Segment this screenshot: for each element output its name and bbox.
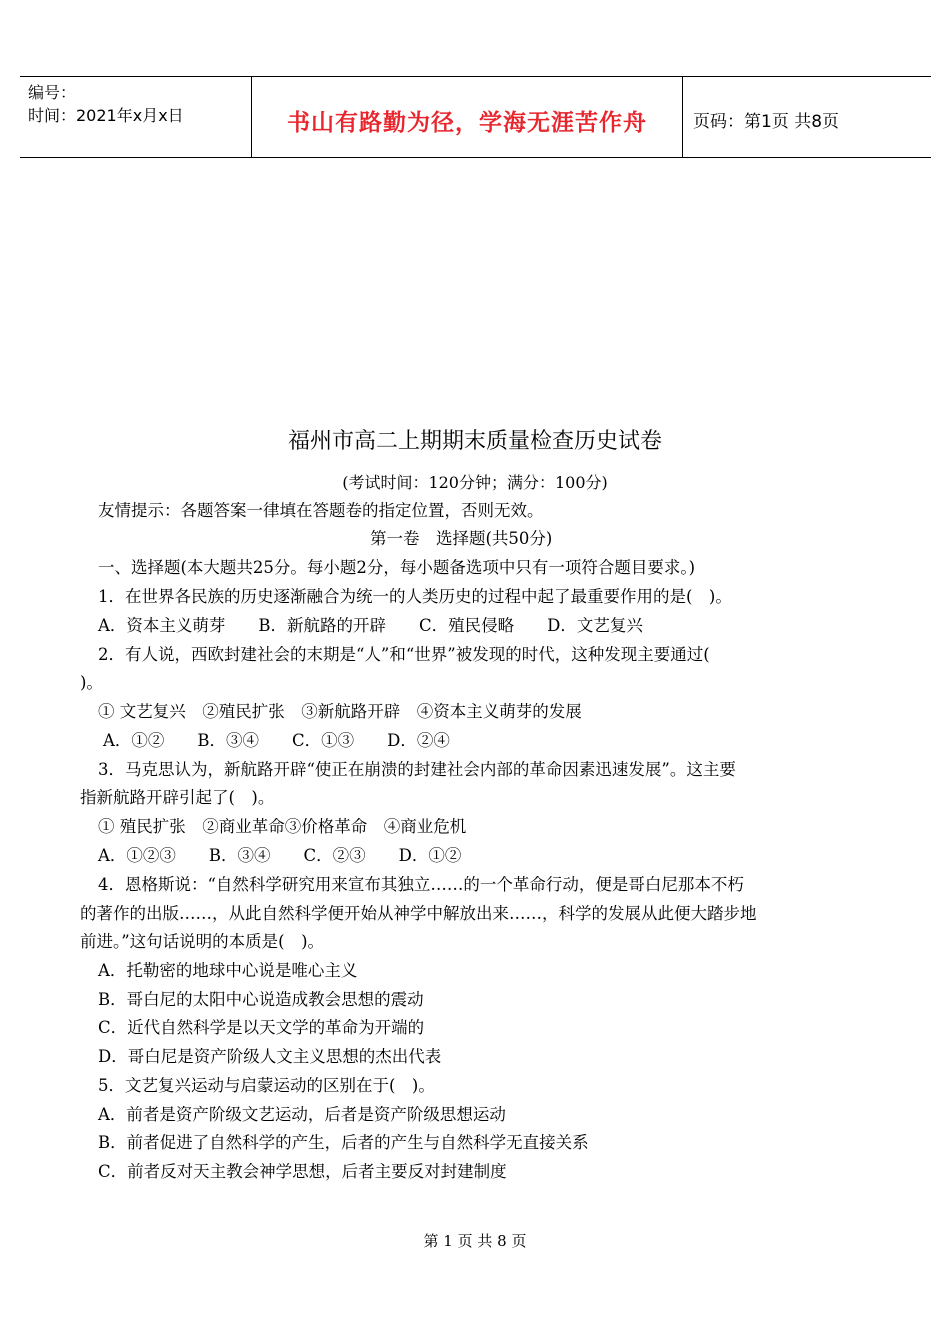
part-heading: 第一卷 选择题(共50分) [370,529,553,548]
exam-subtitle: (考试时间：120分钟；满分：100分) [342,473,608,492]
option-line: B．哥白尼的太阳中心说造成教会思想的震动 [98,990,424,1009]
option-line: A．前者是资产阶级文艺运动，后者是资产阶级思想运动 [98,1105,506,1124]
question-line: 1．在世界各民族的历史逐渐融合为统一的人类历史的过程中起了最重要作用的是( )。 [98,587,732,606]
question-line: )。 [80,673,103,692]
option-line: C．近代自然科学是以天文学的革命为开端的 [98,1018,425,1037]
option-line: B．前者促进了自然科学的产生，后者的产生与自然科学无直接关系 [98,1133,589,1152]
exam-title: 福州市高二上期期末质量检查历史试卷 [287,429,662,454]
section-intro: 一、选择题(本大题共25分。每小题2分，每小题备选项中只有一项符合题目要求。) [98,558,696,577]
header-meta [28,81,184,127]
header-divider [682,77,683,157]
page-info: 页码：第1页 共8页 [693,112,840,132]
question-line: 3．马克思认为，新航路开辟“使正在崩溃的封建社会内部的革命因素迅速发展”。这主要 [98,760,736,779]
options-line: A．①②③ B．③④ C．②③ D．①② [98,846,462,865]
option-line: A．托勒密的地球中心说是唯心主义 [98,961,358,980]
statements-line: ① 殖民扩张 ②商业革命③价格革命 ④商业危机 [98,817,467,836]
options-line: A．资本主义萌芽 B．新航路的开辟 C．殖民侵略 D．文艺复兴 [98,616,643,635]
option-line: D．哥白尼是资产阶级人文主义思想的杰出代表 [98,1047,442,1066]
page-footer: 第 1 页 共 8 页 [423,1232,527,1250]
option-line: C．前者反对天主教会神学思想，后者主要反对封建制度 [98,1162,507,1181]
question-line: 5．文艺复兴运动与启蒙运动的区别在于( )。 [98,1076,435,1095]
motto: 书山有路勤为径，学海无涯苦作舟 [287,110,647,136]
question-line: 2．有人说，西欧封建社会的末期是“人”和“世界”被发现的时代，这种发现主要通过( [98,645,710,664]
statements-line: ① 文艺复兴 ②殖民扩张 ③新航路开辟 ④资本主义萌芽的发展 [98,702,582,721]
notice: 友情提示：各题答案一律填在答题卷的指定位置，否则无效。 [98,501,544,520]
time-label: 时间：2021年x月x日 [28,106,184,125]
options-line: A．①② B．③④ C．①③ D．②④ [103,731,450,750]
question-line: 的著作的出版……，从此自然科学便开始从神学中解放出来……，科学的发展从此便大踏步地 [80,904,757,923]
question-line: 4．恩格斯说：“自然科学研究用来宣布其独立……的一个革命行动，便是哥白尼那本不朽 [98,875,744,894]
number-label: 编号： [28,83,77,102]
question-line: 前进。”这句话说明的本质是( )。 [80,932,325,951]
header-table [20,76,931,158]
question-line: 指新航路开辟引起了( )。 [80,788,275,807]
